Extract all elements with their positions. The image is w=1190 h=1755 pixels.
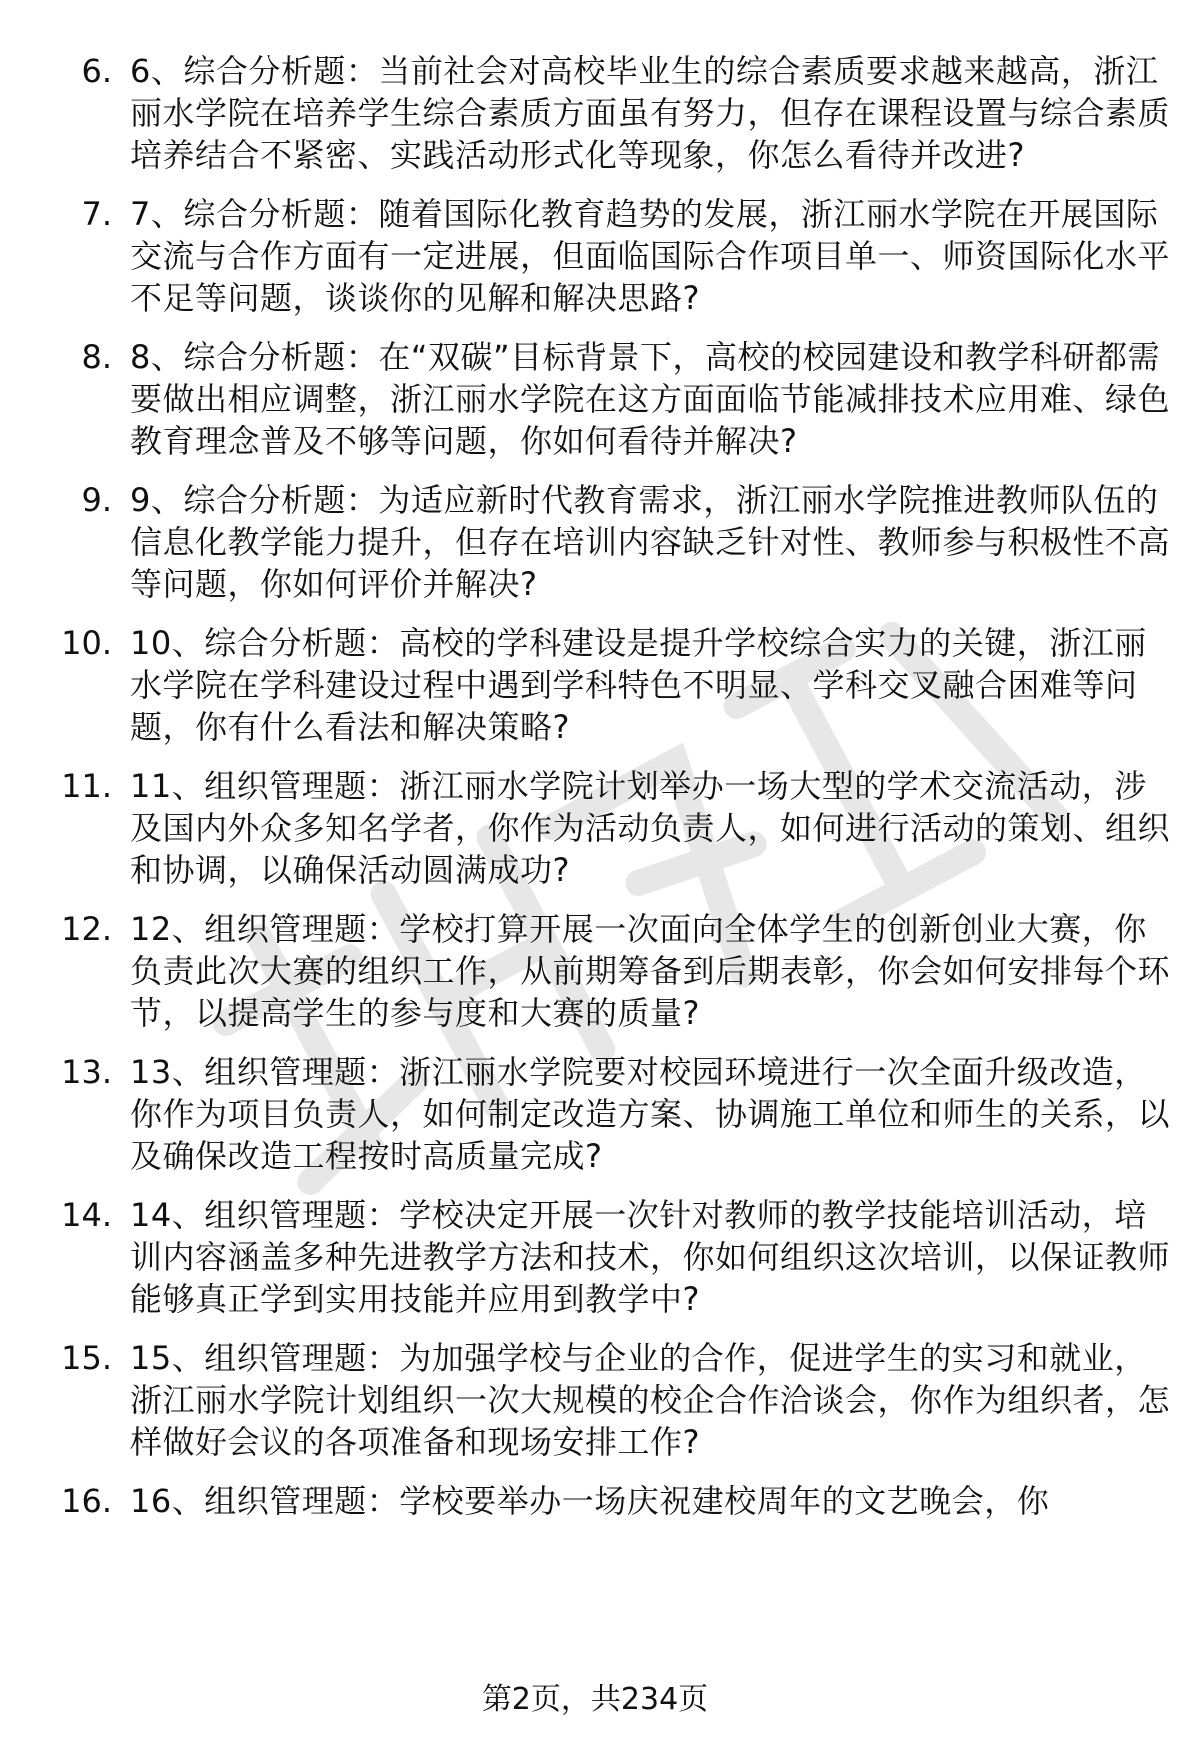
list-item (0, 1337, 1190, 1463)
item-text: 14、组织管理题：学校决定开展一次针对教师的教学技能培训活动，培训内容涵盖多种先进教学方法和技术，你如何组织这次培训，以保证教师能够真正学到实用技能并应用到教学中? (130, 1196, 1171, 1318)
item-number: 6. (81, 52, 112, 90)
item-text: 16、组织管理题：学校要举办一场庆祝建校周年的文艺晚会，你 (130, 1482, 1050, 1520)
item-text: 10、综合分析题：高校的学科建设是提升学校综合实力的关键，浙江丽水学院在学科建设过程中遇到学科特色不明显、学科交叉融合困难等问题，你有什么看法和解决策略? (130, 624, 1147, 746)
item-text: 13、组织管理题：浙江丽水学院要对校园环境进行一次全面升级改造，你作为项目负责人，如何制定改造方案、协调施工单位和师生的关系，以及确保改造工程按时高质量完成? (130, 1053, 1171, 1175)
list-item (0, 1051, 1190, 1177)
list-item (0, 1194, 1190, 1320)
item-number: 10. (61, 624, 112, 662)
item-text: 7、综合分析题：随着国际化教育趋势的发展，浙江丽水学院在开展国际交流与合作方面有一定进展，但面临国际合作项目单一、师资国际化水平不足等问题，谈谈你的见解和解决思路? (130, 195, 1171, 317)
item-number: 16. (61, 1482, 112, 1520)
list-item (0, 765, 1190, 891)
list-item (0, 1480, 1190, 1522)
item-number: 13. (61, 1053, 112, 1091)
item-number: 7. (81, 195, 112, 233)
item-number: 14. (61, 1196, 112, 1234)
item-number: 15. (61, 1339, 112, 1377)
question-list (0, 50, 1190, 1539)
item-text: 6、综合分析题：当前社会对高校毕业生的综合素质要求越来越高，浙江丽水学院在培养学生综合素质方面虽有努力，但存在课程设置与综合素质培养结合不紧密、实践活动形式化等现象，你怎么看待并改进? (130, 52, 1171, 174)
list-item (0, 50, 1190, 176)
item-text: 12、组织管理题：学校打算开展一次面向全体学生的创新创业大赛，你负责此次大赛的组织工作，从前期筹备到后期表彰，你会如何安排每个环节，以提高学生的参与度和大赛的质量? (130, 910, 1171, 1032)
list-item (0, 908, 1190, 1034)
page-footer: 第2页，共234页 (481, 1682, 709, 1717)
list-item (0, 193, 1190, 319)
list-item (0, 622, 1190, 748)
item-number: 9. (81, 481, 112, 519)
item-text: 11、组织管理题：浙江丽水学院计划举办一场大型的学术交流活动，涉及国内外众多知名学者，你作为活动负责人，如何进行活动的策划、组织和协调，以确保活动圆满成功? (130, 767, 1171, 889)
item-number: 8. (81, 338, 112, 376)
list-item (0, 336, 1190, 462)
item-text: 15、组织管理题：为加强学校与企业的合作，促进学生的实习和就业，浙江丽水学院计划组织一次大规模的校企合作洽谈会，你作为组织者，怎样做好会议的各项准备和现场安排工作? (130, 1339, 1171, 1461)
item-text: 8、综合分析题：在“双碳”目标背景下，高校的校园建设和教学科研都需要做出相应调整，浙江丽水学院在这方面面临节能减排技术应用难、绿色教育理念普及不够等问题，你如何看待并解决? (130, 338, 1171, 460)
list-item (0, 479, 1190, 605)
item-number: 12. (61, 910, 112, 948)
item-text: 9、综合分析题：为适应新时代教育需求，浙江丽水学院推进教师队伍的信息化教学能力提升，但存在培训内容缺乏针对性、教师参与积极性不高等问题，你如何评价并解决? (130, 481, 1171, 603)
item-number: 11. (61, 767, 112, 805)
